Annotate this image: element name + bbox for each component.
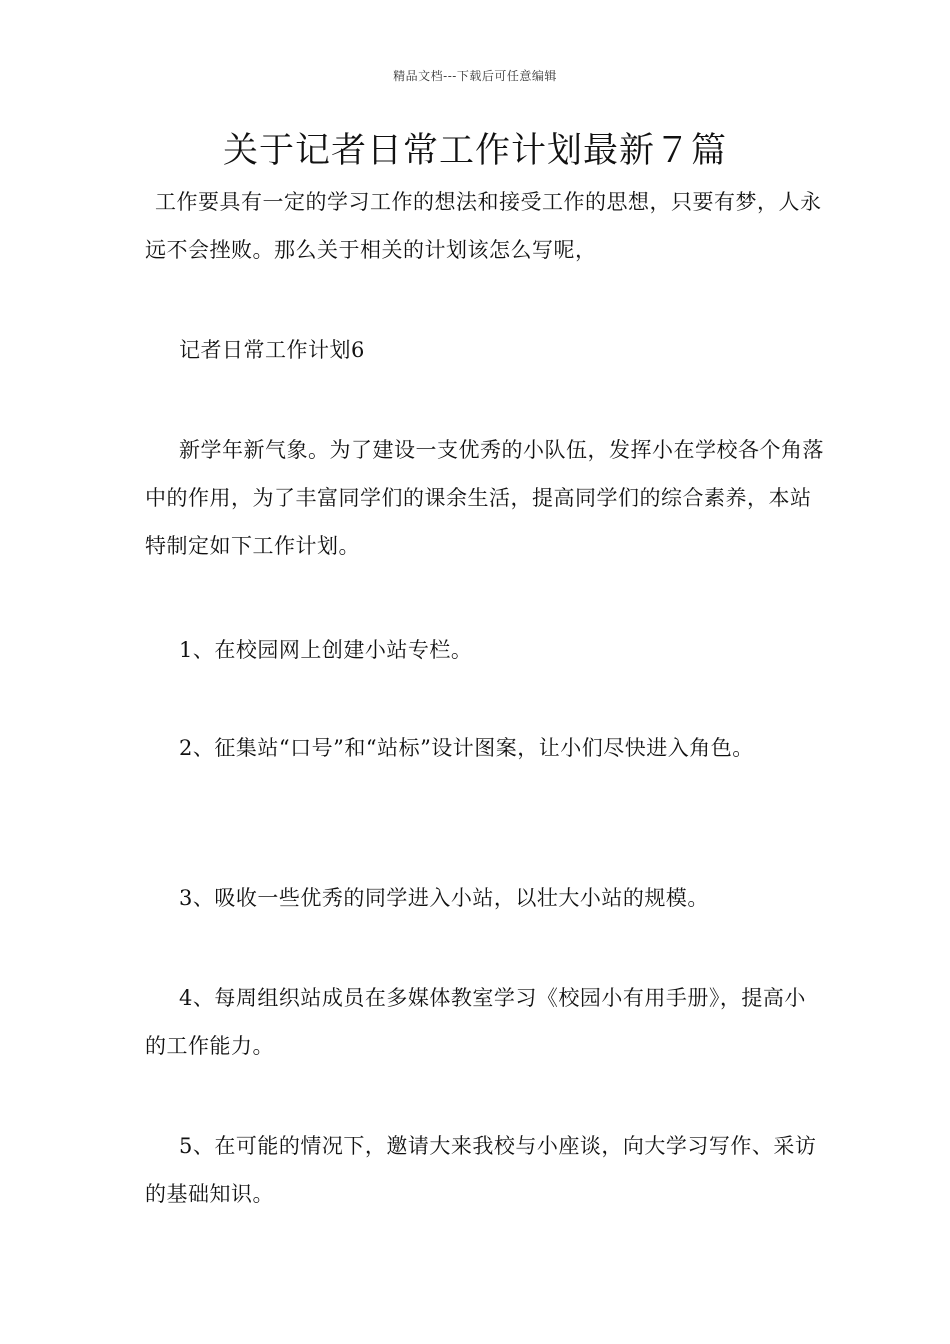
list-item-2: 2、征集站“口号”和“站标”设计图案，让小们尽快进入角色。	[179, 736, 754, 760]
paragraph-1: 新学年新气象。为了建设一支优秀的小队伍，发挥小在学校各个角落中的作用，为了丰富同学们的课余生活，提高同学们的综合素养，本站特制定如下工作计划。	[145, 438, 824, 558]
intro-paragraph: 工作要具有一定的学习工作的想法和接受工作的思想，只要有梦，人永远不会挫败。那么关于相关的计划该怎么写呢，	[145, 190, 822, 262]
list-item-3: 3、吸收一些优秀的同学进入小站，以壮大小站的规模。	[179, 886, 709, 910]
section-heading: 记者日常工作计划6	[179, 338, 365, 362]
document-title: 关于记者日常工作计划最新７篇	[222, 131, 727, 171]
list-item-5: 5、在可能的情况下，邀请大来我校与小座谈，向大学习写作、采访的基础知识。	[145, 1134, 817, 1206]
header-note: 精品文档---下载后可任意编辑	[393, 69, 557, 83]
list-item-1: 1、在校园网上创建小站专栏。	[179, 638, 473, 662]
list-item-4: 4、每周组织站成员在多媒体教室学习《校园小有用手册》，提高小的工作能力。	[145, 986, 806, 1058]
